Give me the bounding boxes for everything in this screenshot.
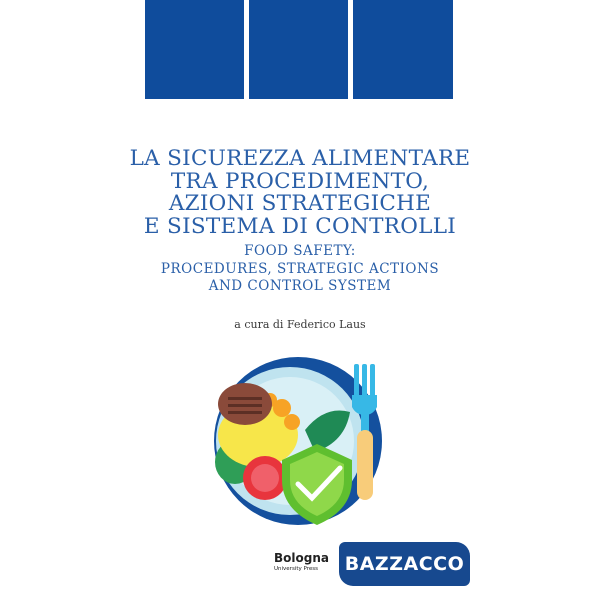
bup-subtitle: University Press xyxy=(274,566,318,572)
title-line: E SISTEMA DI CONTROLLI xyxy=(143,213,457,239)
bazzacco-logo: BAZZACCO xyxy=(339,542,470,586)
editor-credit: a cura di Federico Laus xyxy=(234,318,366,331)
bologna-university-press-logo xyxy=(274,551,329,572)
subtitle-line: PROCEDURES, STRATEGIC ACTIONS xyxy=(160,260,440,277)
subtitle-line: FOOD SAFETY: xyxy=(244,243,356,259)
title-line: TRA PROCEDIMENTO, xyxy=(170,168,430,194)
bup-name: Bologna xyxy=(274,551,329,565)
subtitle-line: AND CONTROL SYSTEM xyxy=(208,278,392,294)
title-line: AZIONI STRATEGICHE xyxy=(168,191,432,216)
title-line: LA SICUREZZA ALIMENTARE xyxy=(129,146,471,171)
